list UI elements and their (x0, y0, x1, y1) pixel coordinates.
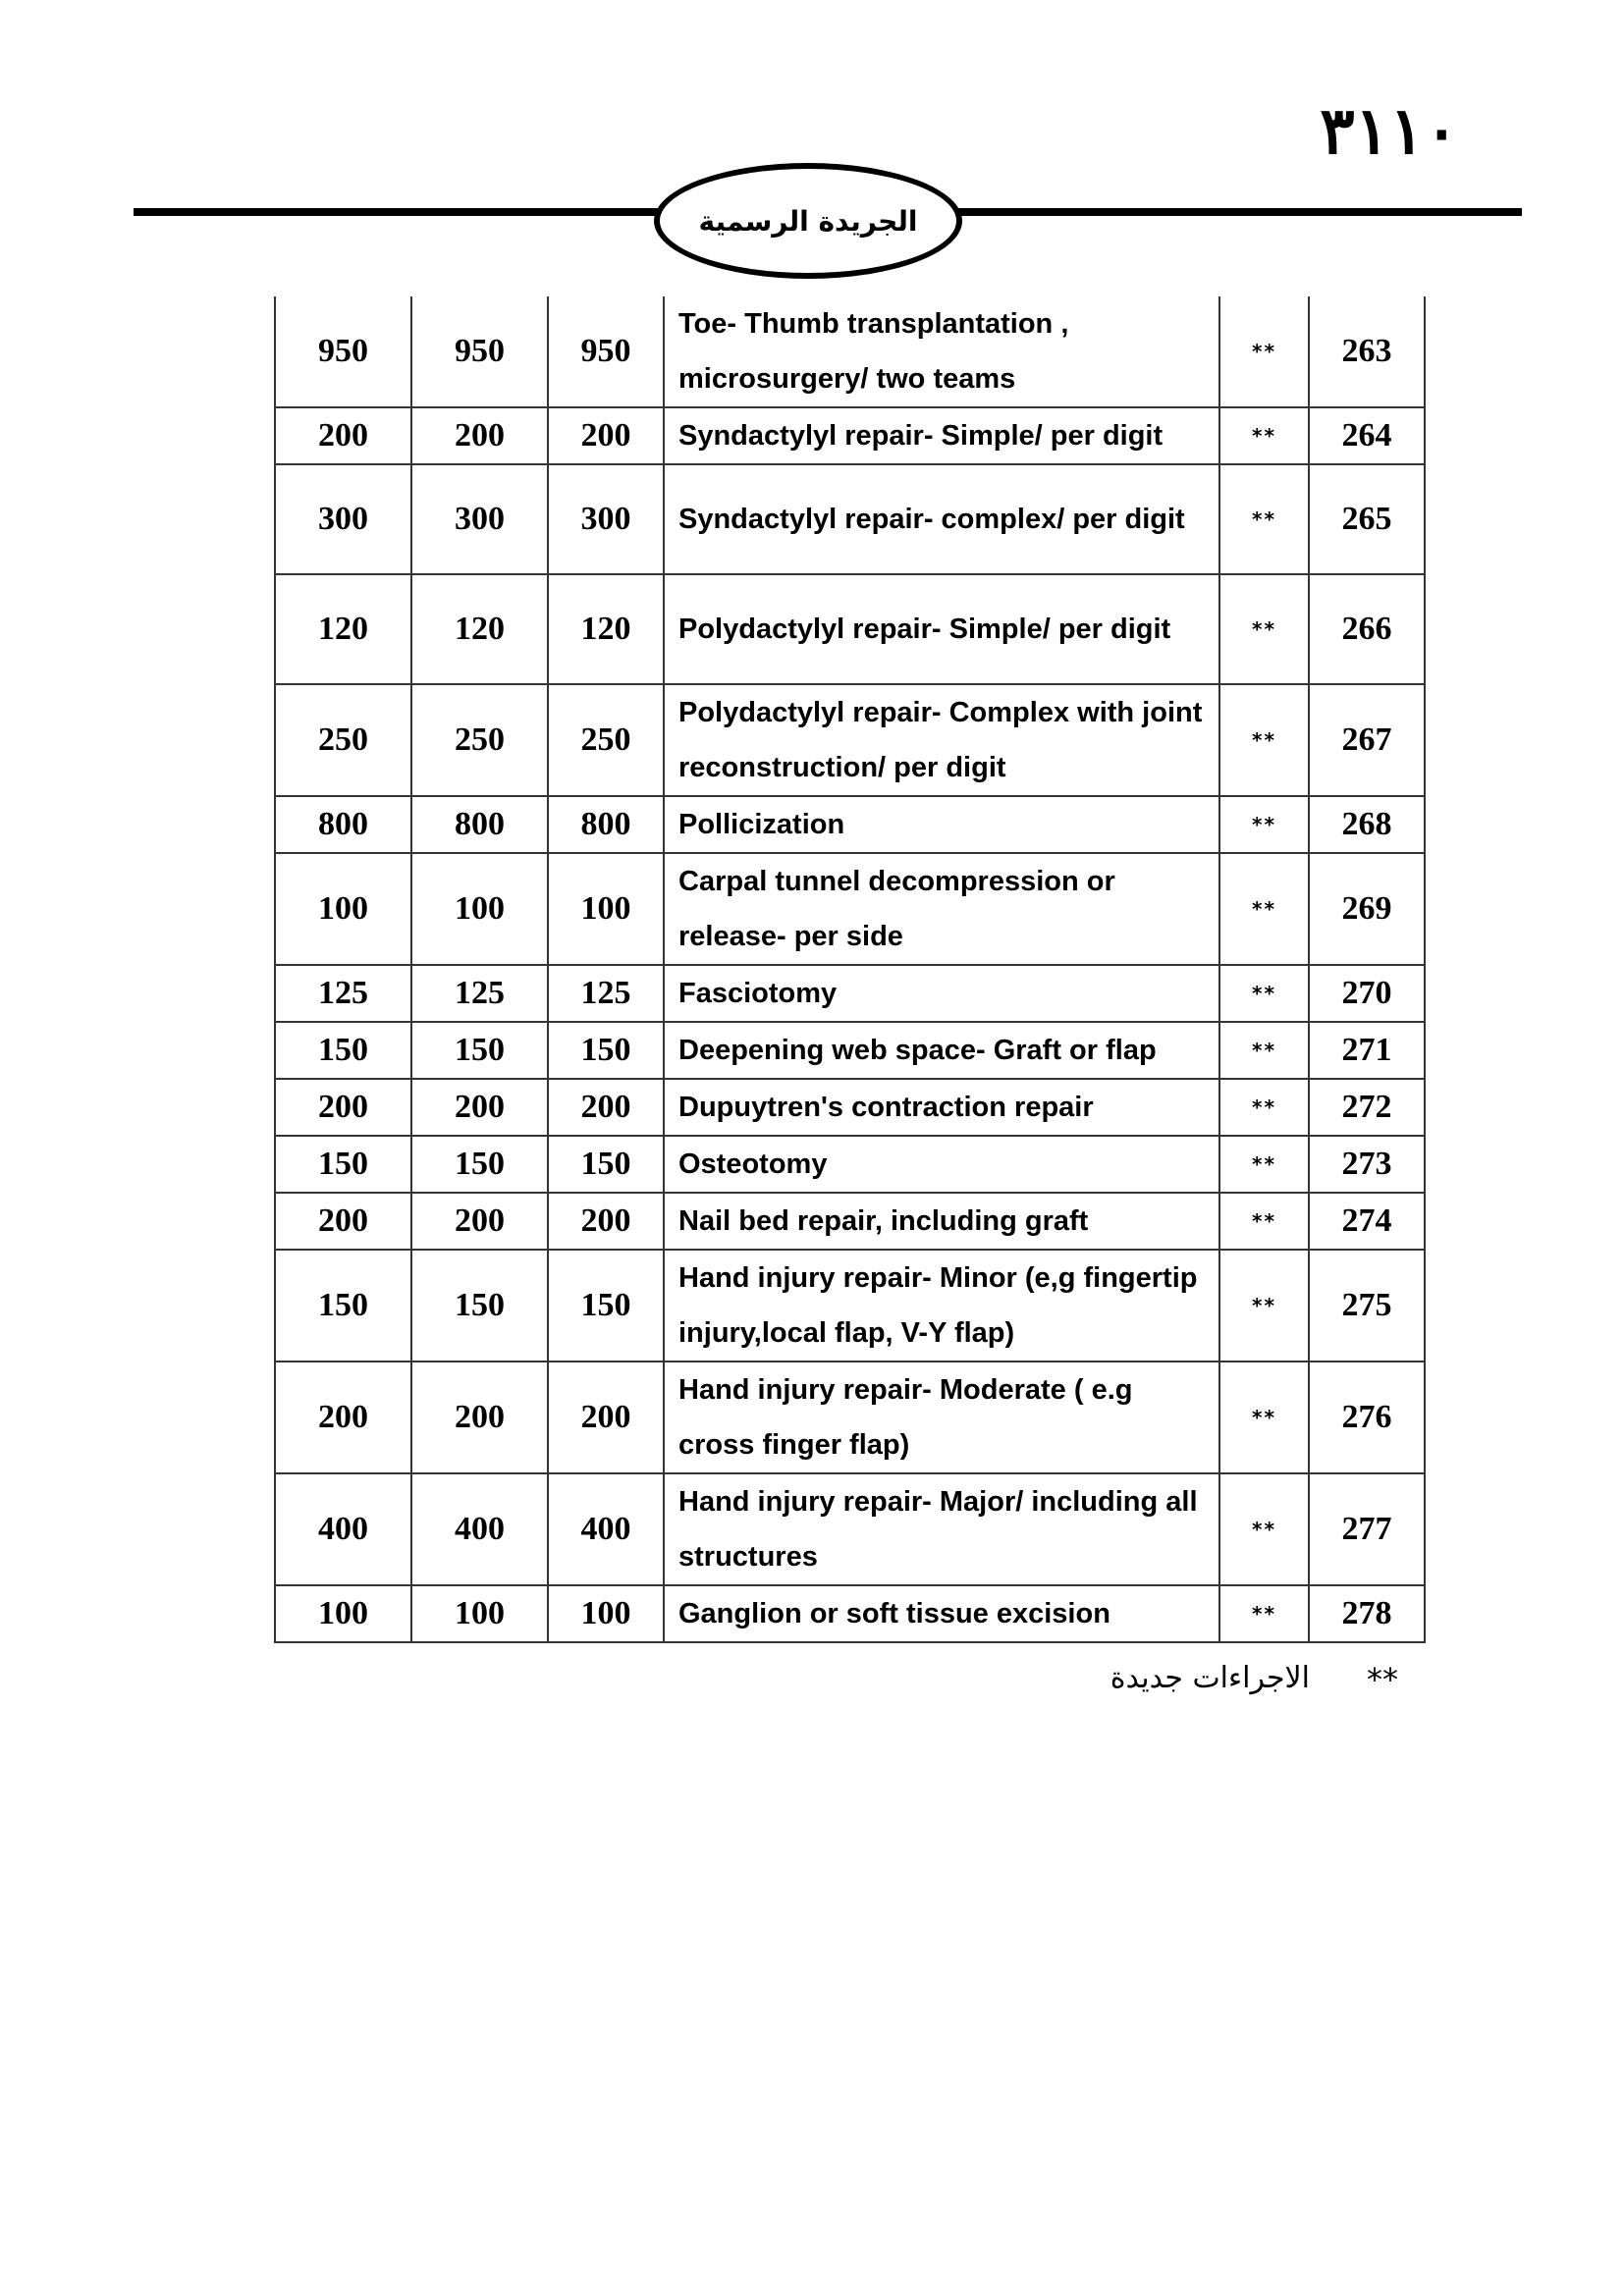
fee-cell: 125 (411, 965, 548, 1022)
table-row (275, 574, 1425, 684)
table-row (275, 1022, 1425, 1079)
new-procedure-mark: ** (1219, 1079, 1309, 1136)
fee-cell: 100 (548, 1585, 664, 1642)
procedure-code: 278 (1309, 1585, 1425, 1642)
gazette-title: الجريدة الرسمية (698, 204, 918, 238)
fee-cell: 120 (275, 574, 411, 684)
fee-cell: 400 (411, 1473, 548, 1585)
new-procedure-mark: ** (1219, 574, 1309, 684)
new-procedure-mark: ** (1219, 296, 1309, 407)
fee-cell: 400 (548, 1473, 664, 1585)
footnote (1110, 1661, 1398, 1698)
procedure-code: 275 (1309, 1250, 1425, 1362)
fee-cell: 150 (275, 1136, 411, 1193)
procedure-code: 266 (1309, 574, 1425, 684)
fee-cell: 200 (411, 1079, 548, 1136)
fee-cell: 150 (548, 1022, 664, 1079)
procedure-description: Carpal tunnel decompression or release- per side (664, 853, 1219, 965)
table-row (275, 1585, 1425, 1642)
fee-cell: 125 (548, 965, 664, 1022)
procedure-code: 277 (1309, 1473, 1425, 1585)
procedure-description: Ganglion or soft tissue excision (664, 1585, 1219, 1642)
fee-cell: 200 (548, 407, 664, 464)
footnote-text: الاجراءات جديدة (1110, 1661, 1310, 1695)
fee-cell: 100 (548, 853, 664, 965)
procedure-description: Hand injury repair- Major/ including all structures (664, 1473, 1219, 1585)
fee-cell: 200 (548, 1193, 664, 1250)
new-procedure-mark: ** (1219, 1022, 1309, 1079)
procedure-code: 268 (1309, 796, 1425, 853)
new-procedure-mark: ** (1219, 796, 1309, 853)
fee-cell: 200 (275, 1079, 411, 1136)
fee-cell: 200 (275, 1362, 411, 1473)
fee-cell: 200 (275, 1193, 411, 1250)
fees-table (274, 296, 1426, 1643)
fee-cell: 250 (411, 684, 548, 796)
fee-cell: 150 (411, 1022, 548, 1079)
fee-cell: 200 (411, 407, 548, 464)
new-procedure-mark: ** (1219, 684, 1309, 796)
procedure-description: Toe- Thumb transplantation , microsurgery/ two teams (664, 296, 1219, 407)
table-row (275, 1136, 1425, 1193)
new-procedure-mark: ** (1219, 853, 1309, 965)
new-procedure-mark: ** (1219, 464, 1309, 574)
procedure-description: Dupuytren's contraction repair (664, 1079, 1219, 1136)
fee-cell: 100 (411, 853, 548, 965)
table-row (275, 1250, 1425, 1362)
procedure-description: Nail bed repair, including graft (664, 1193, 1219, 1250)
header-oval (654, 163, 962, 279)
fee-cell: 200 (275, 407, 411, 464)
table-row (275, 407, 1425, 464)
procedure-code: 272 (1309, 1079, 1425, 1136)
fee-cell: 150 (275, 1250, 411, 1362)
fee-cell: 100 (411, 1585, 548, 1642)
procedure-code: 274 (1309, 1193, 1425, 1250)
fee-cell: 150 (411, 1250, 548, 1362)
fee-cell: 300 (411, 464, 548, 574)
procedure-code: 267 (1309, 684, 1425, 796)
procedure-code: 270 (1309, 965, 1425, 1022)
fee-cell: 150 (275, 1022, 411, 1079)
procedure-code: 263 (1309, 296, 1425, 407)
new-procedure-mark: ** (1219, 965, 1309, 1022)
procedure-description: Deepening web space- Graft or flap (664, 1022, 1219, 1079)
new-procedure-mark: ** (1219, 1136, 1309, 1193)
fee-cell: 200 (411, 1193, 548, 1250)
table-row (275, 684, 1425, 796)
procedure-description: Polydactylyl repair- Complex with joint reconstruction/ per digit (664, 684, 1219, 796)
fee-cell: 950 (411, 296, 548, 407)
fee-cell: 200 (548, 1362, 664, 1473)
fee-cell: 100 (275, 1585, 411, 1642)
table-row (275, 1079, 1425, 1136)
fee-cell: 250 (548, 684, 664, 796)
table-row (275, 464, 1425, 574)
procedure-code: 269 (1309, 853, 1425, 965)
new-procedure-mark: ** (1219, 1585, 1309, 1642)
fee-cell: 950 (548, 296, 664, 407)
table-row (275, 1193, 1425, 1250)
new-procedure-mark: ** (1219, 407, 1309, 464)
page-number: ٣١١٠ (1320, 92, 1459, 169)
new-procedure-mark: ** (1219, 1193, 1309, 1250)
procedure-code: 273 (1309, 1136, 1425, 1193)
fee-cell: 300 (275, 464, 411, 574)
fee-cell: 100 (275, 853, 411, 965)
table-row (275, 796, 1425, 853)
procedure-code: 276 (1309, 1362, 1425, 1473)
footnote-mark: ** (1367, 1661, 1398, 1698)
procedure-description: Pollicization (664, 796, 1219, 853)
procedure-description: Osteotomy (664, 1136, 1219, 1193)
fee-cell: 120 (411, 574, 548, 684)
fee-cell: 150 (548, 1136, 664, 1193)
new-procedure-mark: ** (1219, 1362, 1309, 1473)
table-row (275, 853, 1425, 965)
fee-cell: 120 (548, 574, 664, 684)
new-procedure-mark: ** (1219, 1250, 1309, 1362)
procedure-code: 264 (1309, 407, 1425, 464)
procedure-description: Polydactylyl repair- Simple/ per digit (664, 574, 1219, 684)
table-row (275, 296, 1425, 407)
procedure-code: 265 (1309, 464, 1425, 574)
fee-cell: 300 (548, 464, 664, 574)
procedure-description: Syndactylyl repair- Simple/ per digit (664, 407, 1219, 464)
table-row (275, 965, 1425, 1022)
procedure-description: Fasciotomy (664, 965, 1219, 1022)
procedure-description: Hand injury repair- Minor (e,g fingertip injury,local flap, V-Y flap) (664, 1250, 1219, 1362)
fee-cell: 125 (275, 965, 411, 1022)
fee-cell: 400 (275, 1473, 411, 1585)
new-procedure-mark: ** (1219, 1473, 1309, 1585)
fee-cell: 250 (275, 684, 411, 796)
fee-cell: 950 (275, 296, 411, 407)
procedure-code: 271 (1309, 1022, 1425, 1079)
procedure-description: Hand injury repair- Moderate ( e.g cross finger flap) (664, 1362, 1219, 1473)
fee-cell: 800 (548, 796, 664, 853)
table-row (275, 1362, 1425, 1473)
fee-cell: 800 (411, 796, 548, 853)
fee-cell: 200 (411, 1362, 548, 1473)
table-row (275, 1473, 1425, 1585)
fee-cell: 150 (411, 1136, 548, 1193)
procedure-description: Syndactylyl repair- complex/ per digit (664, 464, 1219, 574)
fee-cell: 800 (275, 796, 411, 853)
fee-cell: 150 (548, 1250, 664, 1362)
fee-cell: 200 (548, 1079, 664, 1136)
